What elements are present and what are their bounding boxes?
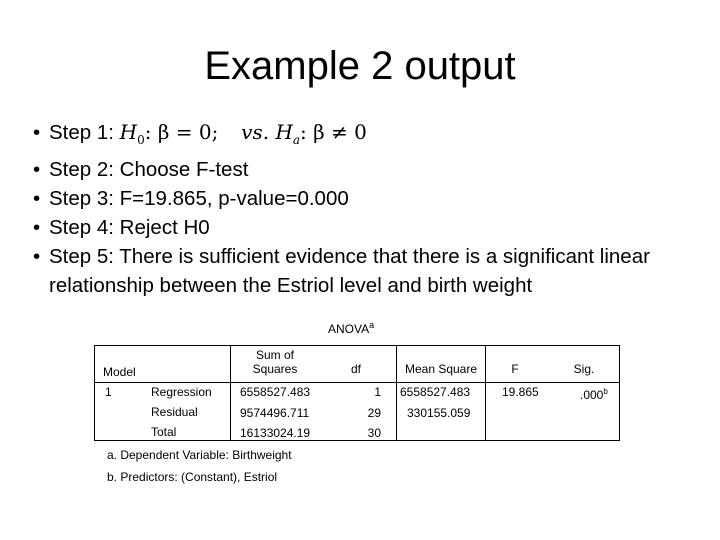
row-mean-square: 6558527.483 (400, 385, 471, 399)
step-3: • Step 3: F=19.865, p-value=0.000 (33, 184, 673, 213)
row-sum-of-squares: 9574496.711 (240, 406, 310, 420)
ha-symbol: H (275, 120, 293, 144)
step-2: • Step 2: Choose F-test (33, 155, 673, 184)
footnote-dependent-variable: a. Dependent Variable: Birthweight (107, 448, 292, 462)
row-df: 30 (367, 426, 381, 440)
row-sig-value: .000 (580, 388, 604, 402)
anova-table (94, 345, 620, 441)
column-divider (396, 346, 397, 440)
row-label: Residual (151, 405, 198, 419)
header-sum-of-squares-1: Sum of (255, 348, 294, 362)
row-sig (580, 385, 608, 402)
row-sig-sup: b (603, 387, 608, 396)
footnote-predictors: b. Predictors: (Constant), Estriol (107, 470, 278, 484)
row-sum-of-squares: 16133024.19 (240, 426, 311, 440)
anova-title (328, 320, 374, 336)
slide-title: Example 2 output (204, 44, 516, 88)
steps-list (33, 118, 673, 300)
h0-expression: : β = 0; (144, 120, 219, 144)
step-4: • Step 4: Reject H0 (33, 213, 673, 242)
h0-subscript: 0 (137, 133, 145, 147)
alternative-hypothesis (241, 120, 367, 147)
header-df: df (350, 362, 361, 376)
vs-text: vs. (241, 120, 270, 144)
step-5: • Step 5: There is sufficient evidence that there is a significant linear relationship between the Estriol level and birth weight (33, 242, 673, 300)
row-f: 19.865 (502, 385, 539, 399)
step-1 (33, 118, 673, 155)
row-mean-square: 330155.059 (407, 406, 471, 420)
row-label: Total (151, 425, 177, 439)
row-df: 29 (367, 406, 381, 420)
header-model: Model (103, 365, 136, 379)
row-label: Regression (151, 385, 212, 399)
row-df: 1 (374, 385, 381, 399)
anova-title-sup: a (369, 320, 375, 330)
header-mean-square: Mean Square (404, 362, 478, 376)
ha-expression: : β ≠ 0 (300, 120, 367, 144)
step-1-label: Step 1: (49, 121, 120, 144)
header-f: F (511, 362, 519, 376)
model-number: 1 (105, 385, 112, 399)
header-sig: Sig. (573, 362, 595, 376)
header-divider (95, 382, 619, 383)
null-hypothesis (119, 120, 219, 147)
anova-title-text: ANOVA (328, 322, 370, 336)
h0-symbol: H (119, 120, 138, 144)
row-sum-of-squares: 6558527.483 (240, 385, 311, 399)
header-sum-of-squares-2: Squares (252, 362, 298, 376)
ha-subscript: a (292, 133, 301, 147)
column-divider (485, 346, 486, 440)
